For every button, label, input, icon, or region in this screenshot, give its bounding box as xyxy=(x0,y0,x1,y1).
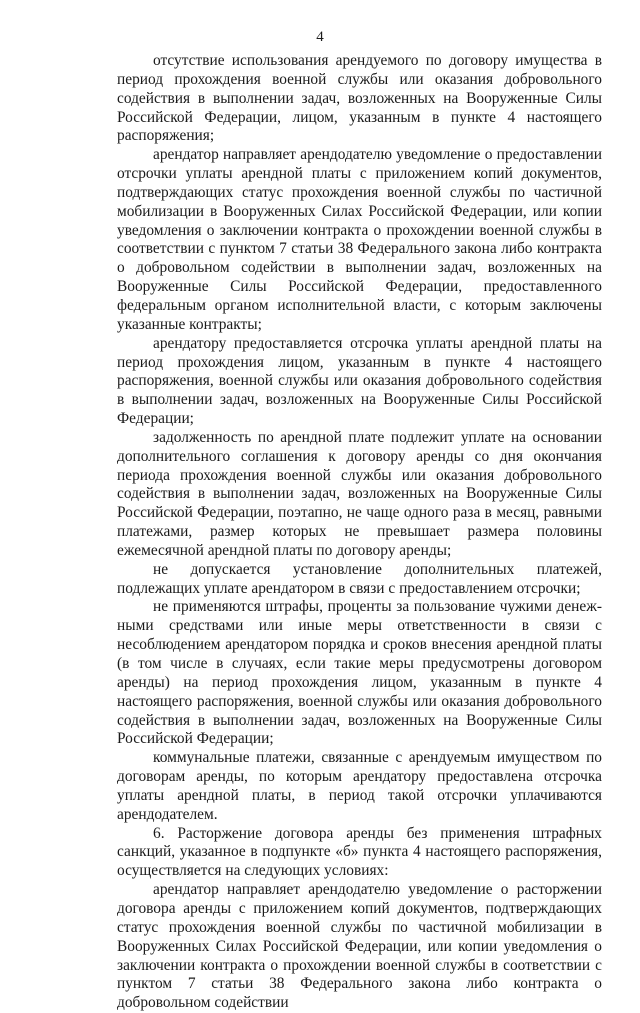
paragraph-utility-payments: коммунальные платежи, связанные с арендуемым имуществом по договорам аренды, по которым арендатору предоставлена отсрочка уплаты арендной платы, в период такой отсрочки уплачиваются арендодателем. xyxy=(117,749,602,823)
paragraph-debt-repayment: задолженность по арендной плате подлежит уплате на основании дополнительного соглашения к договору аренды со дня окончания периода прохождения военной службы или оказания добровольного содействия в выполнении задач, возложенных на Вооруженные Силы Российской Федерации, поэтапно, не чаще одного раза в месяц, равными платежами, размер которых не превышает размера половины ежемесячной арендной платы по договору аренды; xyxy=(117,428,602,559)
paragraph-deferral-granted: арендатору предоставляется отсрочка уплаты арендной платы на период прохождения лицом, указанным в пункте 4 настоящего распоряжения, военной службы или оказания добровольного содействия в выполнении задач, возложенных на Вооруженные Силы Российской Федерации; xyxy=(117,334,602,428)
paragraph-no-use-of-property: отсутствие использования арендуемого по договору имущества в период прохождения военной службы или оказания добровольного содействия в выполнении задач, возложенных на Вооруженные Силы Российской Федерации, лицом, указанным в пункте 4 настоящего распоряжения; xyxy=(117,52,602,145)
paragraph-no-penalties: не применяются штрафы, проценты за пользование чужими денежными средствами или иные меры ответственности в связи с несоблюдением арендатором порядка и сроков внесения арендной платы (в том числе в случаях, если такие меры предусмотрены договором аренды) на период прохождения лицом, указанным в пункте 4 настоящего распоряжения, военной службы или оказания добровольного содействия в выполнении задач, возложенных на Вооруженные Силы Российской Федерации; xyxy=(117,598,602,748)
paragraph-section-6-termination: 6. Расторжение договора аренды без применения штрафных санкций, указанное в подпункте «б» пункта 4 настоящего распоряжения, осуществляется на следующих условиях: xyxy=(117,824,602,880)
paragraph-no-extra-payments: не допускается установление дополнительных платежей, подлежащих уплате арендатором в связи с предоставлением отсрочки; xyxy=(117,560,602,597)
paragraph-deferral-notice: арендатор направляет арендодателю уведомление о предоставлении отсрочки уплаты арендной платы с приложением копий документов, подтверждающих статус прохождения военной службы по частичной мобилизации в Вооруженных Силах Российской Федерации, или копии уведомления о заключении контракта о прохождении военной службы в соответствии с пунктом 7 статьи 38 Федерального закона либо контракта о добровольном содействии в выполнении задач, возложенных на Вооруженные Силы Российской Федерации, предоставленного федеральным органом исполнительной власти, с которым заключены указанные контракты; xyxy=(117,146,602,333)
document-body xyxy=(117,52,602,1013)
page-number: 4 xyxy=(316,29,324,45)
paragraph-termination-notice: арендатор направляет арендодателю уведомление о расторжении договора аренды с приложением копий документов, подтверждающих статус прохождения военной службы по частичной мобилизации в Вооруженных Силах Российской Федерации, или копии уведомления о заключении контракта о прохождении военной службы в соответствии с пунктом 7 статьи 38 Федерального закона либо контракта о добровольном содействии xyxy=(117,881,602,1012)
